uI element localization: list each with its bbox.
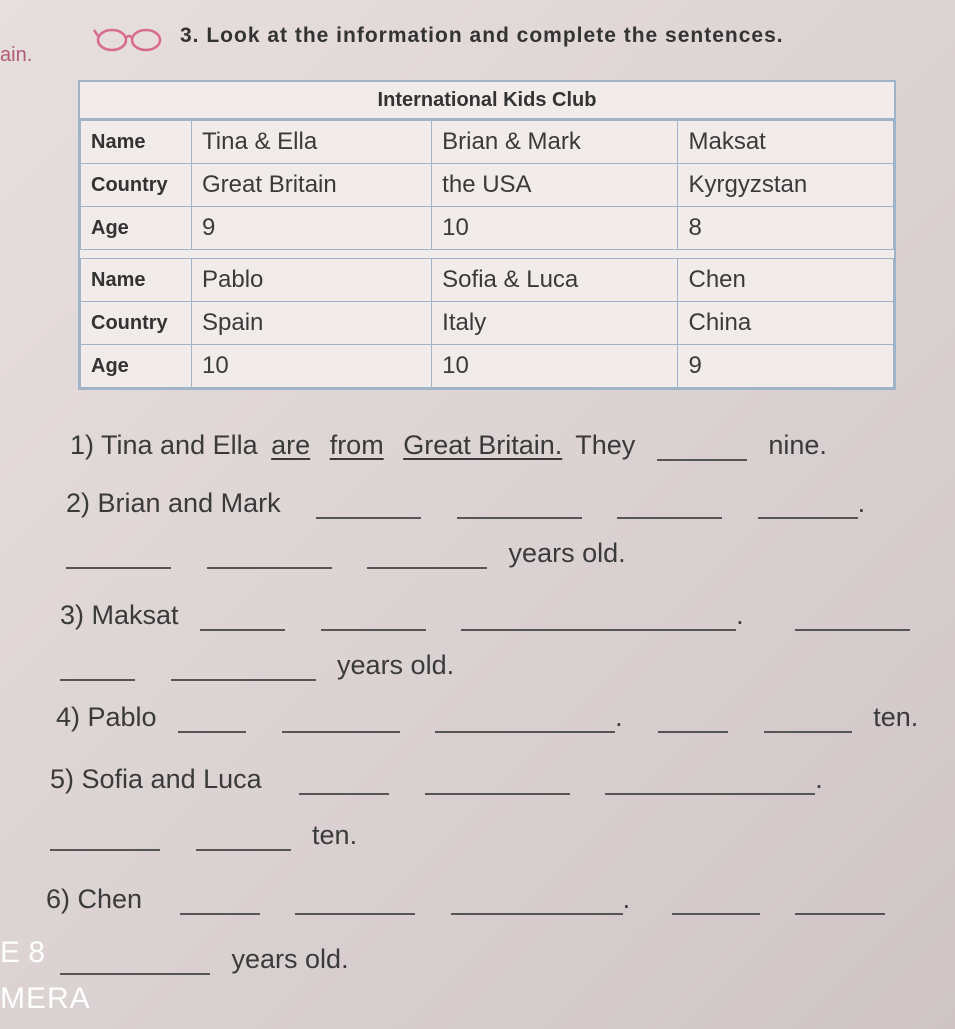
sentence-4 [56, 702, 918, 733]
sentence-dot: . [736, 600, 744, 630]
answer-blank[interactable] [50, 821, 160, 851]
table-row [81, 302, 894, 345]
sentence-2-cont [52, 538, 626, 569]
answer-word: Great Britain. [403, 430, 563, 460]
label-country: Country [81, 302, 192, 345]
sentence-start: 1) Tina and Ella [70, 430, 258, 460]
answer-blank[interactable] [435, 703, 615, 733]
label-country: Country [81, 164, 192, 207]
sentence-end: years old. [508, 538, 626, 568]
sentence-dot: . [622, 884, 631, 914]
task-title: 3. Look at the information and complete the sentences. [180, 24, 784, 47]
cell-name: Pablo [192, 259, 432, 302]
answer-blank[interactable] [617, 489, 722, 519]
label-name: Name [81, 259, 192, 302]
answer-blank[interactable] [196, 821, 291, 851]
table-title: International Kids Club [80, 82, 894, 120]
label-age: Age [81, 345, 192, 388]
answer-blank[interactable] [316, 489, 421, 519]
sentence-end: years old. [231, 944, 349, 974]
table-row [81, 121, 894, 164]
answer-blank[interactable] [178, 703, 246, 733]
sentence-end: nine. [768, 430, 827, 460]
answer-blank[interactable] [66, 539, 171, 569]
cell-name: Sofia & Luca [432, 259, 678, 302]
club-grid [80, 120, 894, 388]
answer-blank[interactable] [658, 703, 728, 733]
cell-age: 9 [678, 345, 894, 388]
sentence-6-cont [46, 944, 349, 975]
label-name: Name [81, 121, 192, 164]
sentence-5 [50, 764, 823, 795]
table-row [81, 345, 894, 388]
sentence-end: ten. [312, 820, 358, 850]
answer-blank[interactable] [672, 885, 760, 915]
cell-name: Tina & Ella [192, 121, 432, 164]
sentence-dot: . [815, 764, 823, 794]
answer-blank[interactable] [171, 651, 316, 681]
answer-word: from [329, 430, 384, 460]
answer-blank[interactable] [795, 885, 885, 915]
page-edge-text: ain. [0, 44, 33, 66]
answer-blank[interactable] [207, 539, 332, 569]
answer-blank[interactable] [321, 601, 426, 631]
cell-country: Spain [192, 302, 432, 345]
table-row [81, 207, 894, 250]
cell-age: 10 [432, 207, 678, 250]
cell-country: Kyrgyzstan [678, 164, 894, 207]
answer-blank[interactable] [795, 601, 910, 631]
cell-age: 8 [678, 207, 894, 250]
sentence-dot: . [857, 488, 866, 518]
cell-age: 10 [432, 345, 678, 388]
sentence-end: years old. [337, 650, 455, 680]
answer-blank[interactable] [457, 489, 582, 519]
sentence-3 [60, 600, 924, 631]
cell-country: the USA [432, 164, 678, 207]
sentence-2 [66, 488, 865, 519]
kids-club-table [78, 80, 896, 390]
camera-watermark-line2: MERA [0, 982, 91, 1015]
answer-blank[interactable] [295, 885, 415, 915]
answer-blank[interactable] [282, 703, 400, 733]
sentence-start: 6) Chen [46, 884, 143, 914]
answer-blank[interactable] [605, 765, 815, 795]
answer-blank[interactable] [200, 601, 285, 631]
answer-blank[interactable] [451, 885, 623, 915]
cell-age: 10 [192, 345, 432, 388]
sentence-6 [46, 884, 899, 915]
answer-blank[interactable] [758, 489, 858, 519]
sentence-dot: . [615, 702, 623, 732]
answer-word: are [271, 430, 311, 460]
sentence-start: 2) Brian and Mark [66, 488, 281, 518]
cell-name: Chen [678, 259, 894, 302]
sentence-end: ten. [873, 702, 919, 732]
glasses-icon [92, 24, 168, 54]
sentence-3-cont [46, 650, 454, 681]
camera-watermark-line1: E 8 [0, 936, 46, 969]
answer-blank[interactable] [657, 431, 747, 461]
sentence-start: 3) Maksat [60, 600, 179, 630]
answer-blank[interactable] [180, 885, 260, 915]
answer-blank[interactable] [425, 765, 570, 795]
answer-blank[interactable] [461, 601, 736, 631]
answer-blank[interactable] [367, 539, 487, 569]
sentence-word: They [575, 430, 636, 460]
answer-blank[interactable] [60, 651, 135, 681]
cell-name: Maksat [678, 121, 894, 164]
answer-blank[interactable] [60, 945, 210, 975]
table-gap [81, 250, 894, 259]
cell-country: Italy [432, 302, 678, 345]
cell-country: China [678, 302, 894, 345]
cell-country: Great Britain [192, 164, 432, 207]
cell-age: 9 [192, 207, 432, 250]
sentence-start: 5) Sofia and Luca [50, 764, 262, 794]
sentence-1 [70, 430, 827, 461]
answer-blank[interactable] [299, 765, 389, 795]
cell-name: Brian & Mark [432, 121, 678, 164]
sentence-start: 4) Pablo [56, 702, 157, 732]
table-row [81, 164, 894, 207]
sentence-5-cont [36, 820, 357, 851]
answer-blank[interactable] [764, 703, 852, 733]
table-row [81, 259, 894, 302]
label-age: Age [81, 207, 192, 250]
